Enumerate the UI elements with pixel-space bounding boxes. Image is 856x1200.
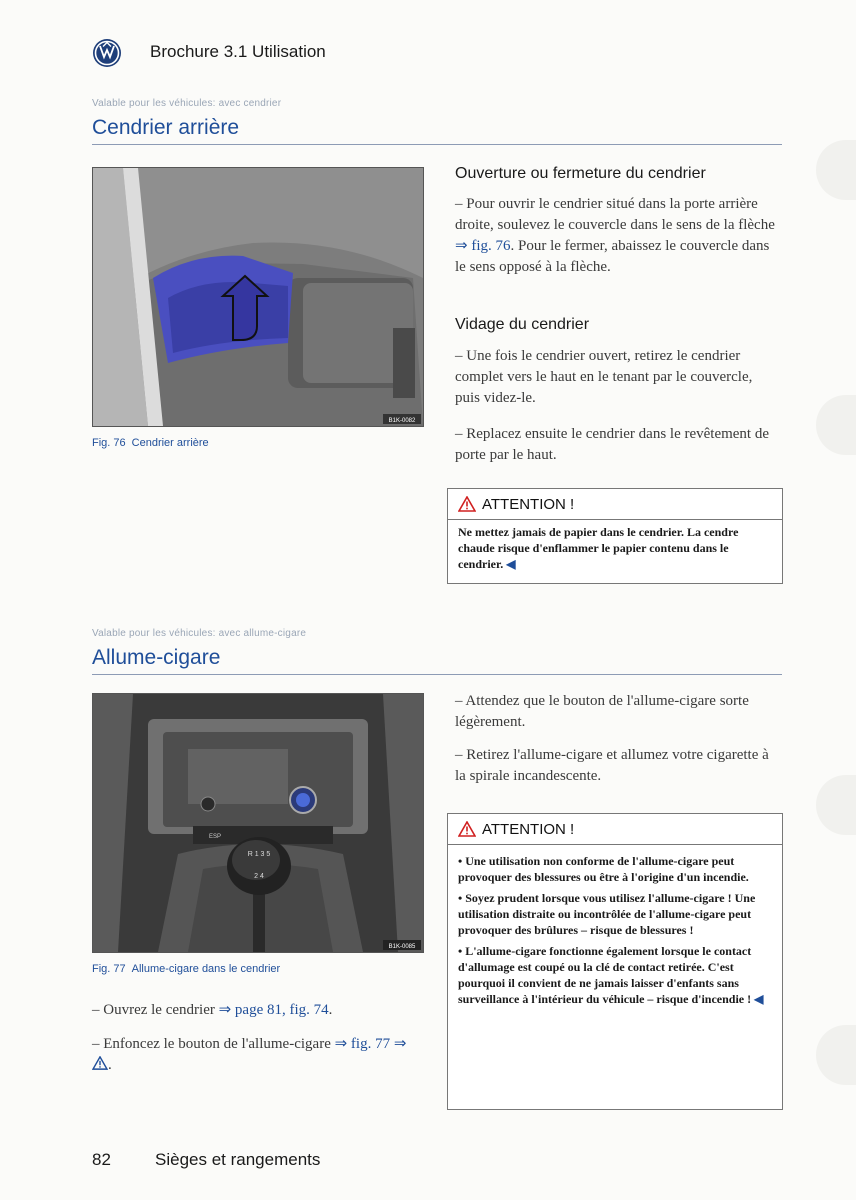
gear-pattern-top: R 1 3 5 [247,851,271,858]
subheading-emptying: Vidage du cendrier [455,316,590,333]
figure-cigarette-lighter [92,693,424,953]
paragraph-text: . [328,1002,333,1018]
page-number: 82 [92,1150,111,1169]
subheading-open-close: Ouverture ou fermeture du cendrier [455,165,706,182]
section-title: Allume-cigare [92,646,221,669]
edge-tab [816,140,856,200]
warning-triangle-icon[interactable] [92,1056,108,1070]
paragraph-text: – Ouvrez le cendrier [92,1002,215,1018]
vw-logo-icon [92,38,122,68]
figure-caption [92,437,209,449]
figure-caption-text: Allume-cigare dans le cendrier [131,963,281,975]
paragraph-wait: – Attendez que le bouton de l'allume-cigare sorte légèrement. [455,693,749,730]
figure-caption-text: Cendrier arrière [131,437,209,449]
figure-code: B1K-0082 [388,418,416,424]
paragraph-remove: – Retirez l'allume-cigare et allumez votre cigarette à la spirale incandescente. [455,747,769,784]
warning-item [458,943,772,1007]
figure-number: Fig. 77 [92,963,126,975]
figure-rear-ashtray [92,167,424,427]
paragraph-push-button [92,1034,422,1076]
warning-box [447,813,783,1110]
section-divider [92,144,782,145]
warning-item-text: • L'allume-cigare fonctionne également lorsque le contact d'allumage est coupé ou la clé de contact retirée. C'est pourquoi il convient de ne jamais laisser d'enfants sans surveillance à l'intérieur du véhicule – risque d'incendie ! [458,944,752,1006]
validity-note: Valable pour les véhicules: avec allume-cigare [92,628,307,639]
edge-tab [816,1025,856,1085]
validity-note: Valable pour les véhicules: avec cendrier [92,98,282,109]
paragraph-open-close [455,194,780,278]
warning-item: • Soyez prudent lorsque vous utilisez l'allume-cigare ! Une utilisation distraite ou incontrôlée de l'allume-cigare peut provoquer des brûlures – risque de blessures ! [458,891,756,937]
paragraph-text: . Pour le fermer, abaissez le couvercle dans le sens opposé à la flèche. [455,238,770,275]
figure-reference-link[interactable]: ⇒ fig. 77 ⇒ [334,1036,407,1052]
chapter-title: Sièges et rangements [155,1150,321,1169]
end-marker-icon: ◀ [506,557,516,571]
warning-triangle-icon [458,496,476,512]
paragraph-emptying-2: – Replacez ensuite le cendrier dans le revêtement de porte par le haut. [455,426,770,463]
figure-number: Fig. 76 [92,437,126,449]
section-divider [92,674,782,675]
paragraph-text: – Enfoncez le bouton de l'allume-cigare [92,1036,331,1052]
page-reference-link[interactable]: ⇒ page 81, fig. 74 [218,1002,329,1018]
paragraph-text: . [108,1057,112,1073]
warning-body [448,845,782,1018]
gear-pattern-bottom: 2 4 [254,873,264,880]
warning-title: ATTENTION ! [482,495,575,513]
paragraph-emptying-1: – Une fois le cendrier ouvert, retirez le cendrier complet vers le haut en le tenant par le couvercle, puis videz-le. [455,348,753,406]
paragraph-text: – Pour ouvrir le cendrier situé dans la porte arrière droite, soulevez le couvercle dans le sens de la flèche [455,196,775,233]
figure-code: B1K-0085 [388,944,416,950]
rear-ashtray-illustration [93,168,423,426]
warning-item: • Une utilisation non conforme de l'allume-cigare peut provoquer des blessures ou être à l'origine d'un incendie. [458,854,749,884]
warning-triangle-icon [458,821,476,837]
warning-title: ATTENTION ! [482,820,575,838]
edge-tab [816,775,856,835]
figure-caption [92,963,280,975]
warning-text: Ne mettez jamais de papier dans le cendrier. La cendre chaude risque d'enflammer le papier contenu dans le cendrier. [458,525,739,571]
paragraph-open-ashtray [92,1000,422,1021]
end-marker-icon: ◀ [754,992,764,1006]
warning-body [448,520,782,578]
edge-tab [816,395,856,455]
warning-header [448,814,782,845]
warning-header [448,489,782,520]
warning-box [447,488,783,584]
figure-reference-link[interactable]: ⇒ fig. 76 [455,238,511,254]
esp-label: ESP [208,834,222,840]
page-header-title: Brochure 3.1 Utilisation [150,42,326,61]
section-title: Cendrier arrière [92,116,240,139]
cigarette-lighter-illustration [93,694,423,952]
